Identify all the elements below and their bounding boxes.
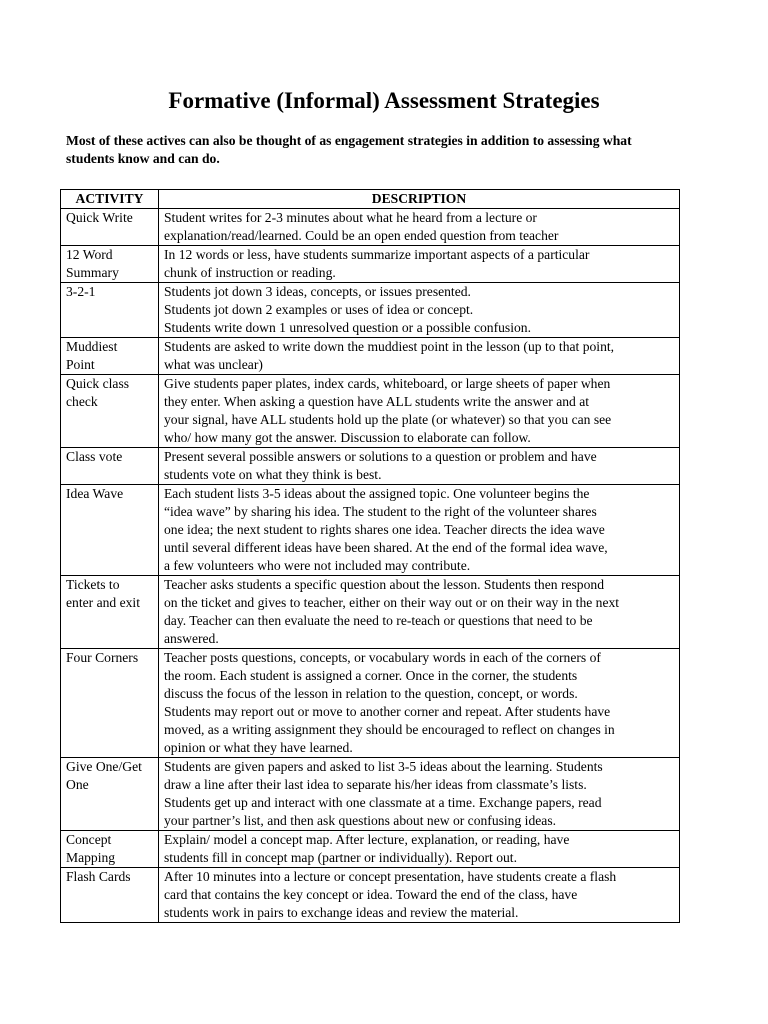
description-line: explanation/read/learned. Could be an open ended question from teacher bbox=[164, 228, 559, 243]
table-row bbox=[61, 375, 680, 448]
description-line: opinion or what they have learned. bbox=[164, 740, 353, 755]
intro-line: students know and can do. bbox=[66, 151, 220, 166]
activity-name-line: Summary bbox=[66, 265, 119, 280]
description-line: students vote on what they think is best. bbox=[164, 467, 382, 482]
description-line: Students write down 1 unresolved question or a possible confusion. bbox=[164, 320, 531, 335]
activity-cell bbox=[61, 758, 159, 831]
activity-cell bbox=[61, 338, 159, 375]
activity-name-line: Flash Cards bbox=[66, 869, 131, 884]
description-line: Teacher posts questions, concepts, or vocabulary words in each of the corners of bbox=[164, 650, 601, 665]
activity-cell bbox=[61, 246, 159, 283]
description-line: After 10 minutes into a lecture or concept presentation, have students create a flash bbox=[164, 869, 617, 884]
activity-name-line: Give One/Get bbox=[66, 759, 142, 774]
description-cell bbox=[159, 831, 680, 868]
table-row bbox=[61, 485, 680, 576]
description-line: Students are asked to write down the muddiest point in the lesson (up to that point, bbox=[164, 339, 615, 354]
table-row bbox=[61, 576, 680, 649]
description-line: moved, as a writing assignment they should be encouraged to reflect on changes in bbox=[164, 722, 615, 737]
activity-name-line: 12 Word bbox=[66, 247, 113, 262]
description-line: what was unclear) bbox=[164, 357, 263, 372]
activity-name-line: enter and exit bbox=[66, 595, 140, 610]
description-line: day. Teacher can then evaluate the need to re-teach or questions that need to be bbox=[164, 613, 593, 628]
activity-name-line: Quick Write bbox=[66, 210, 133, 225]
strategies-table bbox=[60, 189, 680, 923]
activity-name-line: Mapping bbox=[66, 850, 116, 865]
table-row bbox=[61, 649, 680, 758]
activity-name-line: Quick class bbox=[66, 376, 130, 391]
activity-cell bbox=[61, 485, 159, 576]
description-line: Students get up and interact with one classmate at a time. Exchange papers, read bbox=[164, 795, 602, 810]
description-line: draw a line after their last idea to separate his/her ideas from classmate’s lists. bbox=[164, 777, 587, 792]
table-body bbox=[61, 209, 680, 923]
activity-cell bbox=[61, 831, 159, 868]
description-line: they enter. When asking a question have ALL students write the answer and at bbox=[164, 394, 590, 409]
description-cell bbox=[159, 246, 680, 283]
activity-cell bbox=[61, 576, 159, 649]
activity-name-line: check bbox=[66, 394, 98, 409]
description-line: Students jot down 2 examples or uses of idea or concept. bbox=[164, 302, 474, 317]
description-column-header: DESCRIPTION bbox=[159, 190, 680, 209]
description-cell bbox=[159, 448, 680, 485]
activity-cell bbox=[61, 649, 159, 758]
activity-column-header: ACTIVITY bbox=[61, 190, 159, 209]
description-line: students fill in concept map (partner or individually). Report out. bbox=[164, 850, 517, 865]
intro-paragraph bbox=[66, 132, 706, 168]
description-line: who/ how many got the answer. Discussion to elaborate can follow. bbox=[164, 430, 531, 445]
table-row bbox=[61, 831, 680, 868]
description-cell bbox=[159, 485, 680, 576]
description-line: Students are given papers and asked to list 3-5 ideas about the learning. Students bbox=[164, 759, 603, 774]
description-line: answered. bbox=[164, 631, 219, 646]
description-line: In 12 words or less, have students summarize important aspects of a particular bbox=[164, 247, 590, 262]
description-line: Students jot down 3 ideas, concepts, or issues presented. bbox=[164, 284, 471, 299]
activity-cell bbox=[61, 375, 159, 448]
description-line: Give students paper plates, index cards, whiteboard, or large sheets of paper when bbox=[164, 376, 611, 391]
description-line: “idea wave” by sharing his idea. The student to the right of the volunteer shares bbox=[164, 504, 597, 519]
table-row bbox=[61, 246, 680, 283]
description-cell bbox=[159, 375, 680, 448]
activity-name-line: Four Corners bbox=[66, 650, 139, 665]
description-line: your partner’s list, and then ask questions about new or confusing ideas. bbox=[164, 813, 557, 828]
description-cell bbox=[159, 758, 680, 831]
description-line: the room. Each student is assigned a corner. Once in the corner, the students bbox=[164, 668, 578, 683]
description-cell bbox=[159, 576, 680, 649]
description-line: discuss the focus of the lesson in relation to the question, concept, or words. bbox=[164, 686, 578, 701]
description-line: Student writes for 2-3 minutes about what he heard from a lecture or bbox=[164, 210, 537, 225]
description-line: Students may report out or move to another corner and repeat. After students have bbox=[164, 704, 611, 719]
table-row bbox=[61, 868, 680, 923]
activity-cell bbox=[61, 868, 159, 923]
activity-cell bbox=[61, 283, 159, 338]
table-row bbox=[61, 448, 680, 485]
activity-cell bbox=[61, 448, 159, 485]
activity-name-line: Point bbox=[66, 357, 95, 372]
description-line: Each student lists 3-5 ideas about the assigned topic. One volunteer begins the bbox=[164, 486, 590, 501]
description-line: card that contains the key concept or idea. Toward the end of the class, have bbox=[164, 887, 578, 902]
description-line: one idea; the next student to rights shares one idea. Teacher directs the idea wave bbox=[164, 522, 605, 537]
description-cell bbox=[159, 209, 680, 246]
table-header-row bbox=[61, 190, 680, 209]
activity-name-line: 3-2-1 bbox=[66, 284, 96, 299]
activity-name-line: Class vote bbox=[66, 449, 123, 464]
description-line: students work in pairs to exchange ideas and review the material. bbox=[164, 905, 519, 920]
description-line: until several different ideas have been shared. At the end of the formal idea wave, bbox=[164, 540, 608, 555]
intro-line: Most of these actives can also be thought of as engagement strategies in addition to assessing what bbox=[66, 133, 632, 148]
activity-name-line: Tickets to bbox=[66, 577, 120, 592]
description-line: your signal, have ALL students hold up the plate (or whatever) so that you can see bbox=[164, 412, 612, 427]
description-line: a few volunteers who were not included may contribute. bbox=[164, 558, 471, 573]
activity-name-line: Concept bbox=[66, 832, 112, 847]
description-cell bbox=[159, 649, 680, 758]
description-line: chunk of instruction or reading. bbox=[164, 265, 336, 280]
description-cell bbox=[159, 283, 680, 338]
table-row bbox=[61, 338, 680, 375]
activity-cell bbox=[61, 209, 159, 246]
description-cell bbox=[159, 338, 680, 375]
table-row bbox=[61, 283, 680, 338]
description-line: Present several possible answers or solutions to a question or problem and have bbox=[164, 449, 597, 464]
description-cell bbox=[159, 868, 680, 923]
activity-name-line: Idea Wave bbox=[66, 486, 124, 501]
description-line: Teacher asks students a specific question about the lesson. Students then respond bbox=[164, 577, 604, 592]
description-line: Explain/ model a concept map. After lecture, explanation, or reading, have bbox=[164, 832, 570, 847]
table-row bbox=[61, 758, 680, 831]
activity-name-line: One bbox=[66, 777, 89, 792]
table-row bbox=[61, 209, 680, 246]
page-title: Formative (Informal) Assessment Strategies bbox=[168, 88, 600, 113]
description-line: on the ticket and gives to teacher, either on their way out or on their way in the next bbox=[164, 595, 620, 610]
activity-name-line: Muddiest bbox=[66, 339, 118, 354]
